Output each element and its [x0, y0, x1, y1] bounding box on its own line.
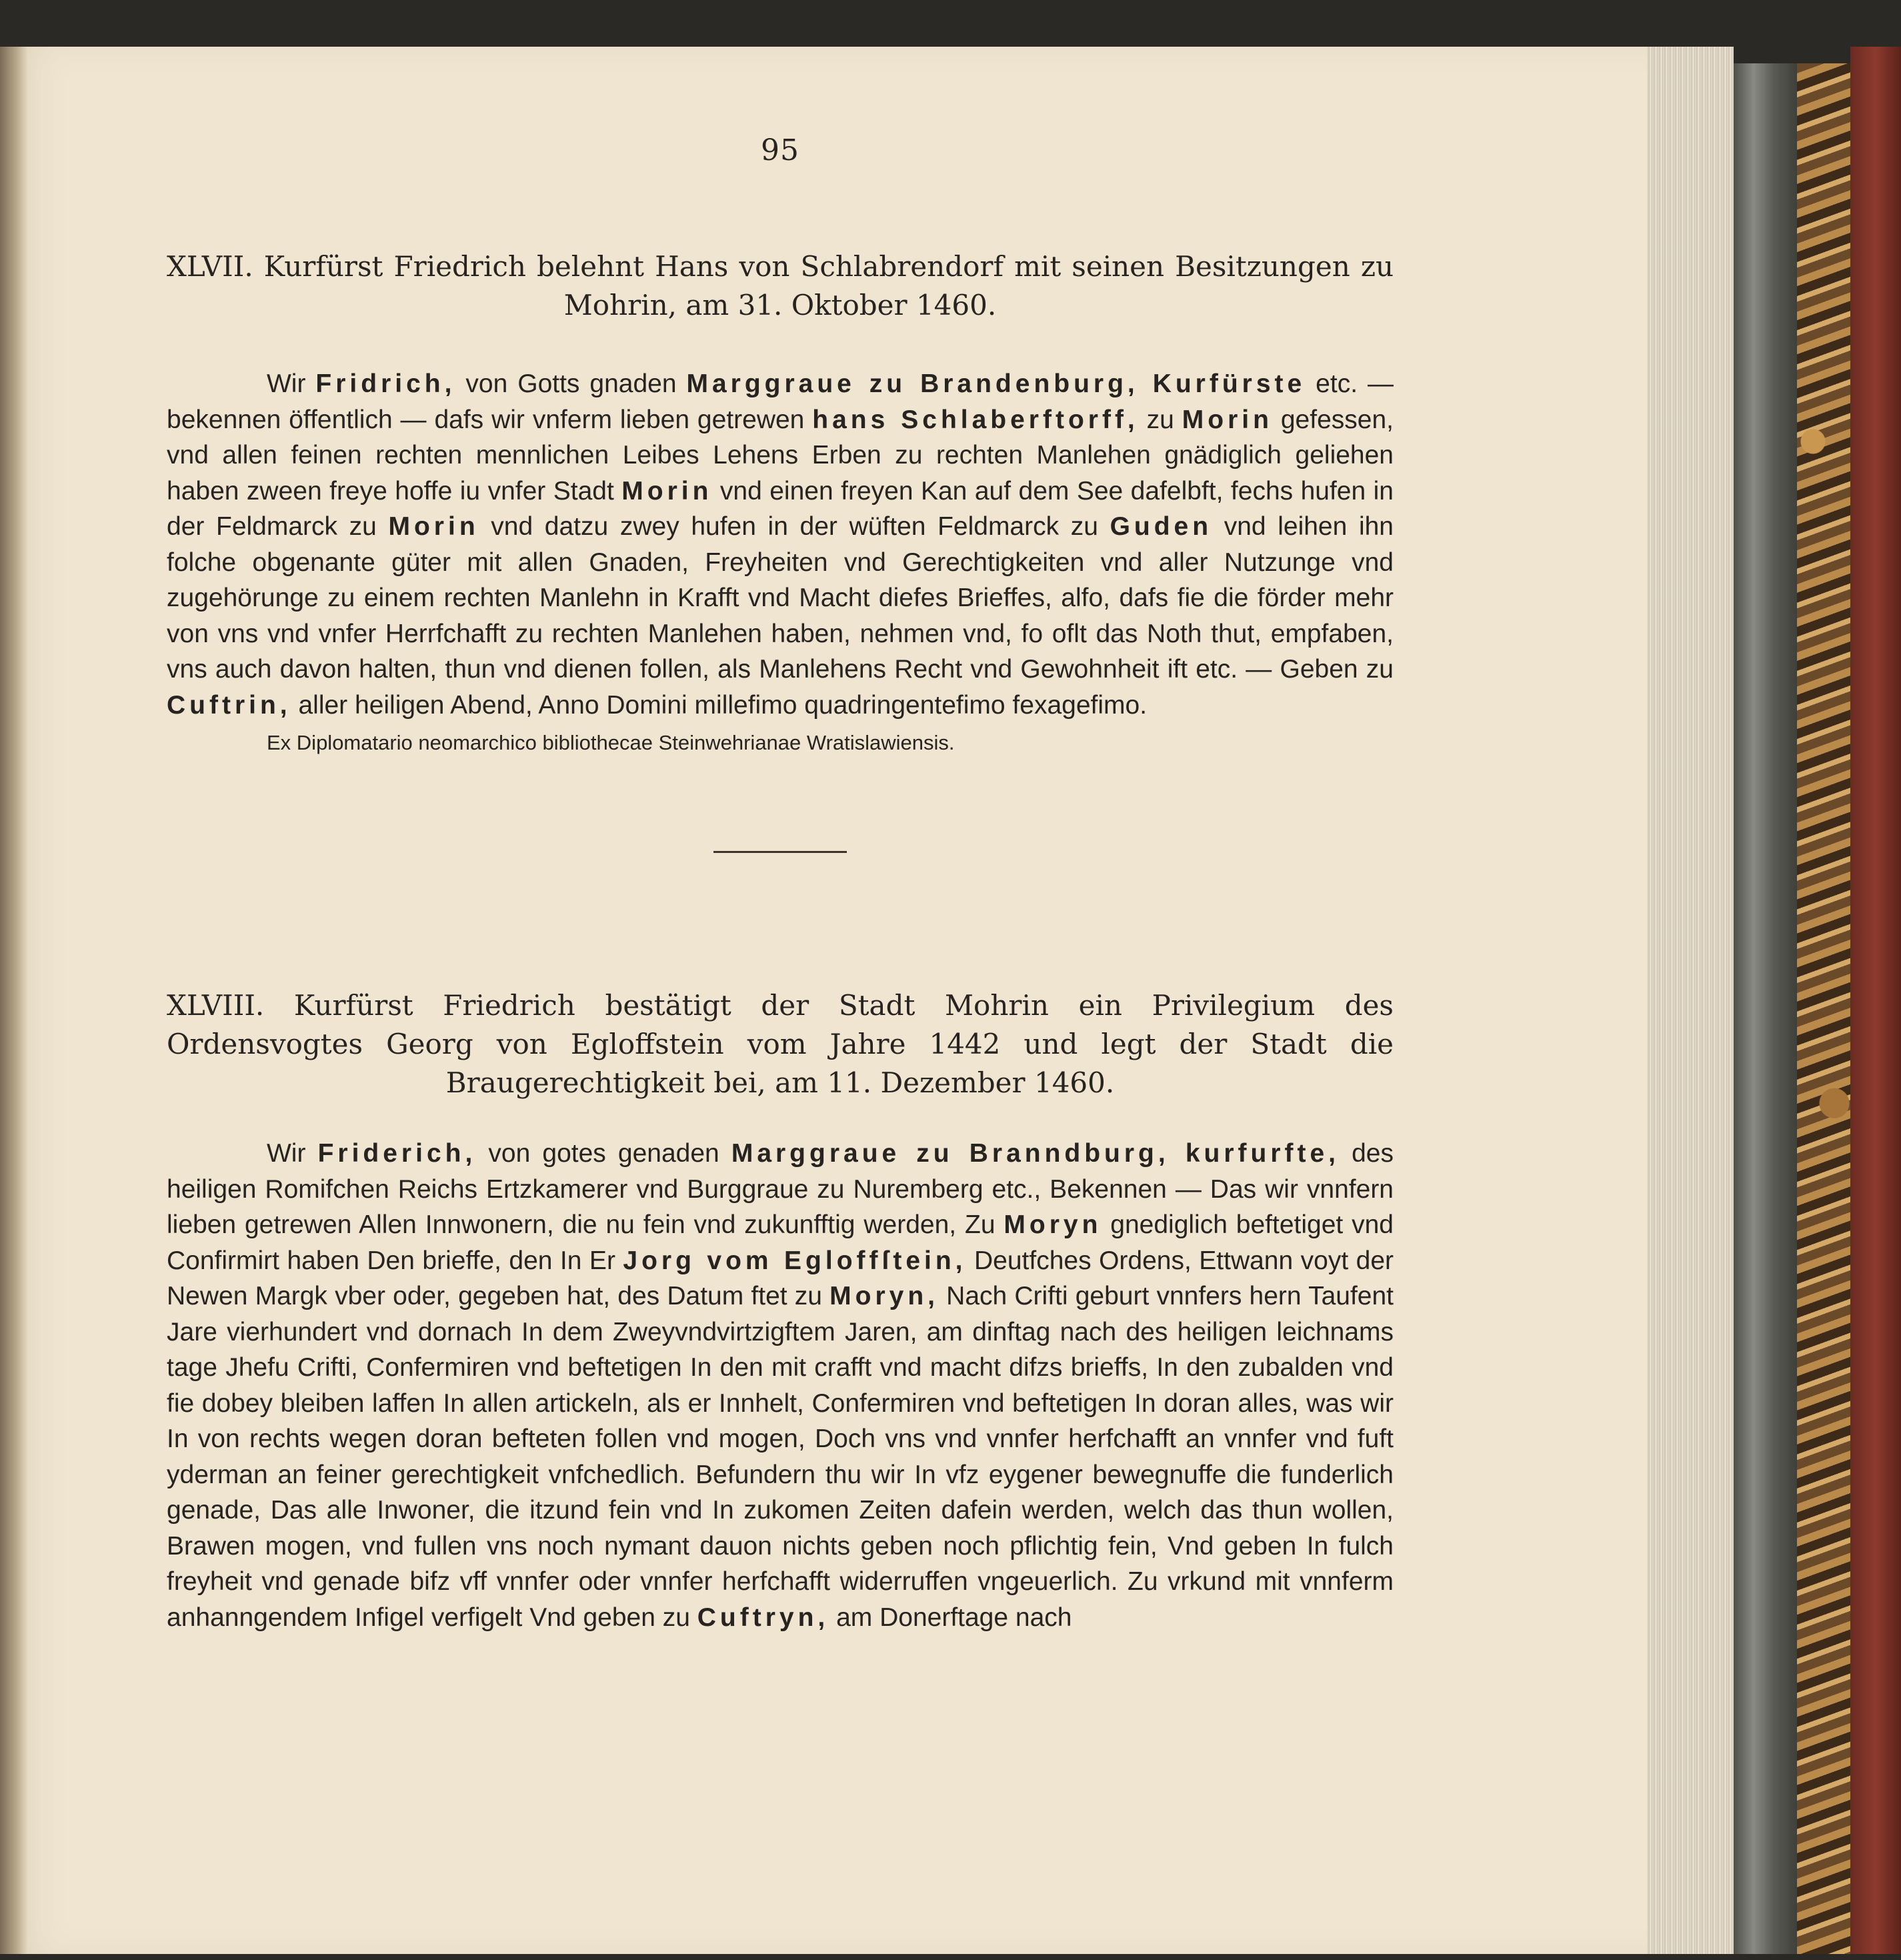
section-heading-xlviii: XLVIII. Kurfürst Friedrich bestätigt der Stadt Mohrin ein Privilegium des Ordensvogtes Georg von Egloffstein vom Jahre 1442 und legt der Stadt die Braugerechtigkeit bei, am 11. Dezember 1460. — [167, 989, 1394, 1099]
page-edges — [1647, 47, 1734, 1954]
book-binding — [1850, 47, 1901, 1954]
left-page-gutter — [0, 47, 28, 1954]
source-citation: Ex Diplomatario neomarchico bibliothecae Steinwehrianae Wratislawiensis. — [267, 731, 955, 754]
marbled-cover — [1797, 63, 1850, 1954]
page-block-edge — [1734, 63, 1800, 1954]
section-heading-xlvii: XLVII. Kurfürst Friedrich belehnt Hans von Schlabrendorf mit seinen Besitzungen zu Mohrin, am 31. Oktober 1460. — [167, 250, 1394, 321]
charter-text-xlvii: Wir Fridrich, von Gotts gnaden Marggraue zu Brandenburg, Kurfürste etc. — bekennen öffentlich — dafs wir vnferm lieben getrewen hans Schlaberftorff, zu Morin gefessen, vnd allen feinen rechten mennlichen Leibes Lehens Erben zu rechten Manlehen gnädiglich geliehen haben zween freye hoffe iu vnfer Stadt Morin vnd einen freyen Kan auf dem See dafelbft, fechs hufen in der Feldmarck zu Morin vnd datzu zwey hufen in der wüften Feldmarck zu Guden vnd leihen ihn folche obgenante güter mit allen Gnaden, Freyheiten vnd Gerechtigkeiten vnd aller Nutzunge vnd zugehörunge zu einem rechten Manlehn in Krafft vnd Macht diefes Brieffes, alfo, dafs fie die förder mehr von vns vnd vnfer Herrfchafft zu rechten Manlehen haben, nehmen vnd, fo oflt das Noth thut, empfaben, vns auch davon halten, thun vnd dienen follen, als Manlehens Recht vnd Gewohnheit ift etc. — Geben zu Cuftrin, aller heiligen Abend, Anno Domini millefimo quadringentefimo fexagefimo. — [167, 369, 1394, 720]
page-content — [167, 133, 1394, 1635]
charter-text-xlviii: Wir Friderich, von gotes genaden Marggraue zu Branndburg, kurfurfte, des heiligen Romifchen Reichs Ertzkamerer vnd Burggraue zu Nuremberg etc., Bekennen — Das wir vnnfern lieben getrewen Allen Innwonern, die nu fein vnd zukunfftig werden, Zu Moryn gnediglich beftetiget vnd Confirmirt haben Den brieffe, den In Er Jorg vom Egloffſtein, Deutfches Ordens, Ettwann voyt der Newen Margk vber oder, gegeben hat, des Datum ftet zu Moryn, Nach Crifti geburt vnnfers hern Taufent Jare vierhundert vnd dornach In dem Zweyvndvirtzigftem Jaren, am dinftag nach des heiligen leichnams tage Jhefu Crifti, Confermiren vnd beftetigen In den mit crafft vnd macht difzs brieffs, In den zubalden vnd fie dobey bleiben laffen In allen artickeln, als er Innhelt, Confermiren vnd beftetigen In doran alles, was wir In von rechts wegen doran befteten follen vnd mogen, Doch vns vnd vnnfer herfchafft an vnnfer vnd fuft yderman an feiner gerechtigkeit vnfchedlich. Befundern thu wir In vfz eygener bewegnuffe die funderlich genade, Das alle Inwoner, die itzund fein vnd In zukomen Zeiten dafein werden, welch das thun wollen, Brawen mogen, vnd fullen vns noch nymant dauon nichts geben noch pflichtig fein, Vnd geben In fulch freyheit vnd genade bifz vff vnnfer oder vnnfer herfchafft widerruffen vngeuerlich. Zu vrkund mit vnnferm anhanngendem Infigel verfigelt Vnd geben zu Cuftryn, am Donerftage nach — [167, 1139, 1394, 1632]
page-number: 95 — [761, 133, 799, 167]
